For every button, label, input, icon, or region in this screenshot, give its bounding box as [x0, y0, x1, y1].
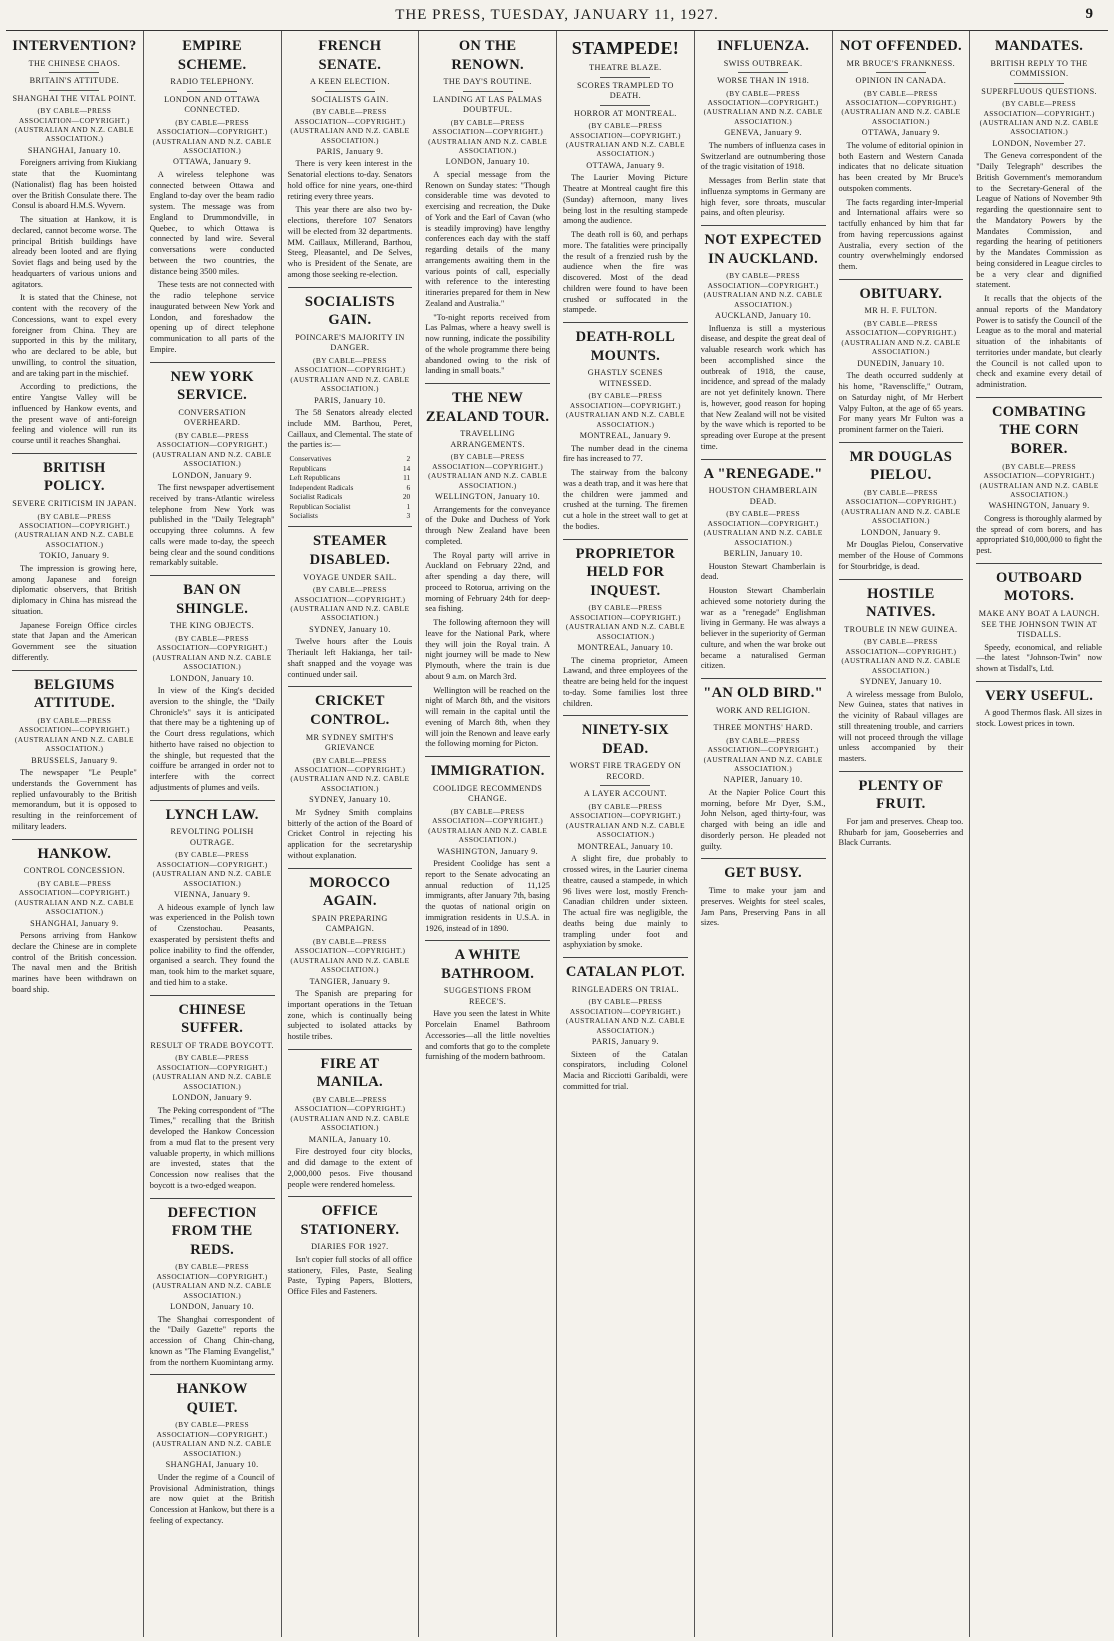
party-row — [288, 454, 413, 463]
article-paragraph: "To-night reports received from Las Palmas, where a heavy swell is now running, indicate the possibility of the whole programme there being abandoned owing to the risk of landing in small boats." — [425, 312, 550, 376]
party-row — [288, 492, 413, 501]
article-headline: OUTBOARD MOTORS. — [996, 569, 1083, 605]
article-paragraph: The first newspaper advertisement received by trans-Atlantic wireless telephone from New York was published in the "Daily Telegraph" occupying three columns. A few calls were made to-day, the speech being clear and the sound conditions remarkably suitable. — [149, 483, 275, 568]
cable-credit: (BY CABLE—PRESS ASSOCIATION—COPYRIGHT.) (AUSTRALIAN AND N.Z. CABLE ASSOCIATION.) — [841, 487, 961, 526]
rule-divider — [49, 72, 99, 73]
article-dateline: MONTREAL, January 10. — [577, 841, 674, 851]
article-headline: NEW YORK SERVICE. — [170, 368, 254, 404]
column — [695, 31, 833, 1637]
article-paragraph: Mr Sydney Smith complains bitterly of the action of the Board of Cricket Control in rejecting his application for the secretaryship without explanation. — [287, 807, 413, 860]
rule-divider — [49, 90, 99, 91]
article-dateline: PARIS, January 9. — [591, 1037, 659, 1047]
rule-divider — [600, 105, 650, 106]
article — [150, 995, 275, 1192]
party-seats: 6 — [406, 482, 411, 492]
article-headline: BELGIUMS ATTITUDE. — [33, 676, 115, 712]
article-headline: BAN ON SHINGLE. — [176, 582, 249, 617]
columns — [6, 31, 1108, 1637]
party-row — [288, 473, 413, 482]
article-paragraph: Have you seen the latest in White Porcelain Enamel Bathroom Accessories—all the little novelties and comforts that go to the complete furnishing of the modern bathroom. — [425, 1009, 550, 1062]
party-row — [288, 464, 413, 473]
article — [976, 681, 1102, 730]
article-headline: OBITUARY. — [859, 285, 943, 302]
article-headline: A "RENEGADE." — [703, 465, 823, 482]
article — [701, 37, 826, 219]
article-headline: IMMIGRATION. — [430, 763, 545, 780]
party-seats: 20 — [402, 492, 411, 502]
article-paragraph: Wellington will be reached on the night of March 8th, and the visitors will remain in the capital until the evening of March 8th, when they will join the Renown and leave early the following morning for Picton. — [425, 685, 550, 749]
article-subheading: RESULT OF TRADE BOYCOTT. — [150, 1040, 274, 1050]
article-subheading: TROUBLE IN NEW GUINEA. — [844, 624, 958, 634]
column — [970, 31, 1108, 1637]
article-dateline: SHANGHAI, January 10. — [165, 1460, 259, 1470]
article-paragraph: Speedy, economical, and reliable—the latest "Johnson-Twin" now shown at Tisdall's, Ltd. — [976, 642, 1102, 674]
article-dateline: MONTREAL, January 9. — [579, 431, 671, 441]
article-paragraph: Isn't copier full stocks of all office stationery, Files, Paste, Sealing Paste, Typing Papers, Blotters, Office Files and Fasteners. — [287, 1254, 413, 1297]
article-headline: HANKOW QUIET. — [176, 1381, 248, 1416]
article-subheading: THE KING OBJECTS. — [170, 621, 255, 631]
article-subheading: SPAIN PREPARING CAMPAIGN. — [312, 913, 388, 934]
article — [839, 279, 964, 436]
article-headline: "AN OLD BIRD." — [703, 685, 824, 702]
article — [701, 459, 826, 672]
cable-credit: (BY CABLE—PRESS ASSOCIATION—COPYRIGHT.) (AUSTRALIAN AND N.Z. CABLE ASSOCIATION.) — [152, 1053, 272, 1091]
rule-divider — [600, 785, 650, 786]
article-subheading: MAKE ANY BOAT A LAUNCH. SEE THE JOHNSON TWIN AT TISDALLS. — [978, 609, 1100, 640]
article — [839, 579, 964, 765]
article — [288, 1049, 413, 1190]
article-paragraph: This year there are also two by-elections, therefore 107 Senators will be elected from 32 departments. MM. Caillaux, Millerand, Barthou, Steeg, Pleasantel, and De Selves, who is President of the Senate, are among those seeking re-election. — [287, 205, 413, 279]
article-paragraph: The Laurier Moving Picture Theatre at Montreal caught fire this (Sunday) afternoon, many lives being lost in the resulting stampede among the audience. — [563, 173, 688, 226]
article-paragraph: The newspaper "Le Peuple" understands the Government has replied unfavourably to the British memorandum, but it is opposed to resulting in the reinforcement of military leaders. — [12, 768, 137, 831]
article-subheading: SHANGHAI THE VITAL POINT. — [12, 93, 137, 103]
article-dateline: VIENNA, January 9. — [173, 890, 251, 900]
article-dateline: AUCKLAND, January 10. — [715, 311, 812, 321]
article-dateline: SYDNEY, January 10. — [309, 624, 391, 634]
article-dateline: WASHINGTON, January 9. — [988, 501, 1090, 511]
article-paragraph: According to predictions, the entire Yangtse Valley will be influenced by Hankow events, and the present wave of anti-foreign feeling and violence will run its course until it reaches Shanghai. — [12, 382, 137, 446]
party-row — [288, 511, 413, 520]
article-subheading: OPINION IN CANADA. — [855, 76, 947, 86]
article-paragraph: Houston Stewart Chamberlain achieved some notoriety during the war as a "renegade" Englishman living in Germany. He was always a believer in the superiority of German culture, and when the war broke out became a naturalised German citizen. — [700, 586, 826, 671]
article — [288, 868, 413, 1043]
article-subheading: MR SYDNEY SMITH'S GRIEVANCE — [305, 732, 394, 753]
article-headline: HOSTILE NATIVES. — [866, 585, 936, 621]
party-seats: 14 — [402, 463, 411, 473]
rule-divider — [1014, 83, 1064, 84]
article — [839, 771, 964, 849]
article-headline: DEATH-ROLL MOUNTS. — [575, 329, 676, 364]
article-paragraph: A good Thermos flask. All sizes in stock. Lowest prices in town. — [976, 708, 1102, 729]
article-paragraph: For jam and preserves. Cheap too. Rhubarb for jam, Gooseberries and Black Currants. — [838, 816, 964, 848]
article-paragraph: There is very keen interest in the Senatorial elections to-day. Senators hold office for nine years, one-third retiring every three years. — [287, 159, 413, 201]
cable-credit: (BY CABLE—PRESS ASSOCIATION—COPYRIGHT.) (AUSTRALIAN AND N.Z. CABLE ASSOCIATION.) — [14, 511, 134, 549]
article-paragraph: Arrangements for the conveyance of the Duke and Duchess of York through New Zealand have been completed. — [425, 504, 550, 546]
article-subheading: SWISS OUTBREAK. — [723, 58, 803, 68]
article-paragraph: These tests are not connected with the radio telephone service inaugurated between New York and London, and foreshadow the opening up of direct telephone communication to all parts of the Empire. — [149, 280, 275, 354]
article — [150, 800, 275, 989]
article-headline: OFFICE STATIONERY. — [300, 1203, 400, 1238]
article-dateline: TANGIER, January 9. — [309, 976, 391, 986]
article-dateline: WASHINGTON, January 9. — [437, 846, 539, 856]
article-paragraph: The following afternoon they will leave for the National Park, where they will join the Royal train. A night journey will be made to New Plymouth, where the train is due about 9 a.m. on March 3rd. — [425, 618, 550, 681]
article-subheading: SUPERFLUOUS QUESTIONS. — [981, 86, 1097, 96]
article-paragraph: Persons arriving from Hankow declare the Chinese are in complete control of the British concession. The naval men and the British marines have been withdrawn on board ship. — [12, 931, 137, 994]
article — [563, 539, 688, 710]
article-headline: FIRE AT MANILA. — [316, 1055, 383, 1091]
article-paragraph: The stairway from the balcony was a death trap, and it was here that the children were jammed and crushed at the turning. The firemen cut a hole in the street wall to get at the bodies. — [563, 468, 688, 531]
article — [701, 225, 826, 452]
article-paragraph: The number dead in the cinema fire has increased to 77. — [563, 443, 688, 464]
rule-divider — [738, 72, 788, 73]
article — [12, 453, 137, 664]
article — [288, 37, 413, 281]
article-paragraph: Messages from Berlin state that influenza symptoms in Germany are high fever, sore throats, muscular pains, and often pleurisy. — [700, 176, 826, 218]
cable-credit: (BY CABLE—PRESS ASSOCIATION—COPYRIGHT.) (AUSTRALIAN AND N.Z. CABLE ASSOCIATION.) — [703, 88, 823, 126]
article-subheading: WORST FIRE TRAGEDY ON RECORD. — [569, 761, 682, 781]
article-subheading: THREE MONTHS' HARD. — [713, 723, 813, 733]
article-headline: CATALAN PLOT. — [565, 964, 685, 981]
article — [288, 526, 413, 680]
article-subheading: THEATRE BLAZE. — [589, 63, 662, 73]
party-name: Republican Socialist — [289, 501, 351, 511]
article-dateline: WELLINGTON, January 10. — [435, 492, 541, 502]
rule-divider — [187, 91, 237, 92]
party-name: Socialists — [289, 511, 318, 520]
article-subheading: LANDING AT LAS PALMAS DOUBTFUL. — [433, 94, 543, 115]
article-paragraph: The volume of editorial opinion in both Eastern and Western Canada indicates that no delicate situation has been created by Mr Bruce's outspoken comments. — [838, 140, 964, 193]
page-number: 9 — [1085, 6, 1094, 22]
article — [425, 383, 550, 750]
article-subheading: DIARIES FOR 1927. — [311, 1242, 389, 1252]
article-paragraph: At the Napier Police Court this morning, before Mr Dyer, S.M., John Nelson, aged thirty-four, was charged with being an idle and disorderly person. He pleaded not guilty. — [700, 787, 826, 851]
article-paragraph: Sixteen of the Catalan conspirators, including Colonel Macia and Ricciotti Garibaldi, were committed for trial. — [563, 1049, 688, 1091]
article-paragraph: The impression is growing here, among Japanese and foreign diplomatic observers, that British diplomacy in China has misread the situation. — [12, 563, 137, 616]
article-paragraph: The death occurred suddenly at his home, "Ravenscliffe," Outram, on Saturday night, of Mr Herbert Valpy Fulton, at the age of 65 years. For many years Mr Fulton was a prominent farmer on the Taieri. — [838, 371, 964, 435]
cable-credit: (BY CABLE—PRESS ASSOCIATION—COPYRIGHT.) (AUSTRALIAN AND N.Z. CABLE ASSOCIATION.) — [703, 271, 823, 309]
article-subheading: SOCIALISTS GAIN. — [311, 94, 389, 104]
article — [150, 1374, 275, 1526]
article — [288, 287, 413, 521]
article-headline: MANDATES. — [995, 38, 1084, 54]
cable-credit: (BY CABLE—PRESS ASSOCIATION—COPYRIGHT.) (AUSTRALIAN AND N.Z. CABLE ASSOCIATION.) — [565, 997, 685, 1035]
cable-credit: (BY CABLE—PRESS ASSOCIATION—COPYRIGHT.) (AUSTRALIAN AND N.Z. CABLE ASSOCIATION.) — [841, 88, 961, 126]
article-paragraph: Mr Douglas Pielou, Conservative member of the House of Commons for Stourbridge, is dead. — [838, 540, 964, 571]
article-dateline: OTTAWA, January 9. — [861, 128, 940, 138]
article-paragraph: Foreigners arriving from Kiukiang state that the Kuomintang (Nationalist) flag has been hoisted over the British Consulate there. The Consul is aboard H.M.S. Wyvern. — [12, 158, 137, 211]
article-dateline: BERLIN, January 10. — [723, 549, 803, 559]
article-headline: VERY USEFUL. — [985, 687, 1094, 704]
article-dateline: LONDON, January 10. — [445, 157, 530, 167]
party-seats: 3 — [406, 511, 411, 520]
cable-credit: (BY CABLE—PRESS ASSOCIATION—COPYRIGHT.) (AUSTRALIAN AND N.Z. CABLE ASSOCIATION.) — [428, 117, 548, 155]
column — [144, 31, 282, 1637]
article-headline: CRICKET CONTROL. — [310, 693, 390, 728]
article-subheading: COOLIDGE RECOMMENDS CHANGE. — [432, 783, 543, 804]
article-subheading: WORSE THAN IN 1918. — [717, 76, 810, 86]
article-dateline: OTTAWA, January 9. — [173, 157, 252, 167]
article — [12, 37, 137, 447]
party-name: Conservatives — [289, 454, 332, 464]
article — [976, 37, 1102, 391]
cable-credit: (BY CABLE—PRESS ASSOCIATION—COPYRIGHT.) (AUSTRALIAN AND N.Z. CABLE ASSOCIATION.) — [565, 121, 685, 159]
article — [976, 397, 1102, 557]
cable-credit: (BY CABLE—PRESS ASSOCIATION—COPYRIGHT.) (AUSTRALIAN AND N.Z. CABLE ASSOCIATION.) — [290, 755, 410, 793]
party-seats: 11 — [403, 473, 411, 483]
article — [425, 37, 550, 377]
article-dateline: PARIS, January 9. — [316, 146, 384, 156]
article-subheading: CONVERSATION OVERHEARD. — [178, 407, 246, 428]
cable-credit: (BY CABLE—PRESS ASSOCIATION—COPYRIGHT.) (AUSTRALIAN AND N.Z. CABLE ASSOCIATION.) — [565, 801, 685, 840]
article-subheading: MR BRUCE'S FRANKNESS. — [846, 58, 956, 68]
cable-credit: (BY CABLE—PRESS ASSOCIATION—COPYRIGHT.) (AUSTRALIAN AND N.Z. CABLE ASSOCIATION.) — [841, 318, 961, 357]
column — [419, 31, 557, 1637]
party-name: Left Republicans — [289, 473, 341, 483]
article-headline: INTERVENTION? — [12, 38, 137, 54]
article-headline: MR DOUGLAS PIELOU. — [849, 448, 953, 484]
article-paragraph: A wireless message from Bulolo, New Guinea, states that natives in the vicinity of Rabaul villages are still threatening trouble, and carriers will not proceed through the village unless accompanied by their masters. — [838, 689, 964, 764]
article-dateline: NAPIER, January 10. — [723, 775, 803, 785]
article-paragraph: Time to make your jam and preserves. Weights for steel scales, Jam Pans, Preserving Pans in all sizes. — [700, 886, 826, 928]
article-subheading: THE DAY'S ROUTINE. — [443, 77, 532, 87]
article-headline: STEAMER DISABLED. — [309, 533, 391, 569]
column — [282, 31, 420, 1637]
article-headline: SOCIALISTS GAIN. — [304, 293, 395, 329]
article — [150, 37, 275, 356]
article-headline: PLENTY OF FRUIT. — [858, 777, 944, 813]
article-paragraph: Influenza is still a mysterious disease, and despite the great deal of valuable research work which has been accomplished since the outbreak of 1918, the cause, incidence, and spread of the malady are not yet definitely known. There is, however, good reason for hoping that New Zealand will not be visited by the wave which is reported to be spreading over Europe at the present time. — [700, 323, 826, 451]
article-paragraph: The death roll is 60, and perhaps more. The fatalities were principally the result of a frenzied rush by the audience when the fire was discovered. Most of the dead children were found to have been crushed or suffocated in the stampede. — [563, 230, 688, 315]
article-subheading: SCORES TRAMPLED TO DEATH. — [576, 80, 674, 101]
cable-credit: (BY CABLE—PRESS ASSOCIATION—COPYRIGHT.) (AUSTRALIAN AND N.Z. CABLE ASSOCIATION.) — [152, 430, 272, 469]
party-seats: 1 — [406, 501, 411, 511]
article-paragraph: The Spanish are preparing for important operations in the Tetuan zone, which is continually being subjected to isolated attacks by hostile tribes. — [287, 989, 413, 1042]
cable-credit: (BY CABLE—PRESS ASSOCIATION—COPYRIGHT.) (AUSTRALIAN AND N.Z. CABLE ASSOCIATION.) — [290, 936, 410, 975]
article — [976, 563, 1102, 675]
article — [839, 37, 964, 273]
cable-credit: (BY CABLE—PRESS ASSOCIATION—COPYRIGHT.) (AUSTRALIAN AND N.Z. CABLE ASSOCIATION.) — [14, 715, 134, 754]
article-dateline: LONDON, January 9. — [172, 470, 252, 480]
cable-credit: (BY CABLE—PRESS ASSOCIATION—COPYRIGHT.) (AUSTRALIAN AND N.Z. CABLE ASSOCIATION.) — [703, 509, 823, 547]
cable-credit: (BY CABLE—PRESS ASSOCIATION—COPYRIGHT.) (AUSTRALIAN AND N.Z. CABLE ASSOCIATION.) — [703, 735, 823, 774]
article-dateline: LONDON, January 9. — [861, 527, 941, 537]
article-paragraph: Houston Stewart Chamberlain is dead. — [700, 561, 826, 582]
cable-credit: (BY CABLE—PRESS ASSOCIATION—COPYRIGHT.) (AUSTRALIAN AND N.Z. CABLE ASSOCIATION.) — [841, 637, 961, 675]
article-subheading: WORK AND RELIGION. — [715, 705, 811, 715]
article-subheading: HOUSTON CHAMBERLAIN DEAD. — [708, 486, 818, 506]
article-paragraph: Japanese Foreign Office circles state that Japan and the American Government see the situation differently. — [12, 620, 137, 662]
cable-credit: (BY CABLE—PRESS ASSOCIATION—COPYRIGHT.) (AUSTRALIAN AND N.Z. CABLE ASSOCIATION.) — [565, 391, 685, 429]
article-headline: EMPIRE SCHEME. — [177, 38, 247, 73]
article-subheading: GHASTLY SCENES WITNESSED. — [587, 368, 663, 388]
cable-credit: (BY CABLE—PRESS ASSOCIATION—COPYRIGHT.) (AUSTRALIAN AND N.Z. CABLE ASSOCIATION.) — [428, 806, 548, 845]
party-name: Independent Radicals — [289, 482, 354, 492]
article-paragraph: The Royal party will arrive in Auckland on February 22nd, and after spending a day there, will proceed to Rotorua, arriving on the morning of February 24th for deep-sea fishing. — [425, 550, 550, 614]
article-dateline: MANILA, January 10. — [308, 1134, 391, 1144]
masthead-title: THE PRESS, TUESDAY, JANUARY 11, 1927. — [395, 6, 719, 23]
article — [563, 715, 688, 951]
article — [12, 670, 137, 833]
article-headline: A WHITE BATHROOM. — [441, 947, 535, 982]
article — [288, 1196, 413, 1298]
cable-credit: (BY CABLE—PRESS ASSOCIATION—COPYRIGHT.) (AUSTRALIAN AND N.Z. CABLE ASSOCIATION.) — [14, 878, 134, 917]
article-paragraph: The Peking correspondent of "The Times," recalling that the British developed the Hankow Concession from a mud flat to the present very valuable property, in which millions are invested, states that the Concession now realises that the boycott is a two-edged weapon. — [149, 1105, 275, 1190]
article-headline: LYNCH LAW. — [165, 806, 259, 823]
cable-credit: (BY CABLE—PRESS ASSOCIATION—COPYRIGHT.) (AUSTRALIAN AND N.Z. CABLE ASSOCIATION.) — [290, 585, 410, 623]
article-paragraph: Twelve hours after the Louis Theriault left Hakianga, her tail-shaft snapped and the voyage was continued under sail. — [287, 637, 413, 679]
cable-credit: (BY CABLE—PRESS ASSOCIATION—COPYRIGHT.) (AUSTRALIAN AND N.Z. CABLE ASSOCIATION.) — [152, 117, 272, 155]
article-headline: DEFECTION FROM THE REDS. — [167, 1204, 257, 1258]
article-dateline: LONDON, January 10. — [170, 673, 255, 683]
article-paragraph: A slight fire, due probably to crossed wires, in the Laurier cinema theatre, caused a stampede, in which 96 lives were lost, mostly French-Canadian children under sixteen. The actual fire was negligible, the deaths being due mainly to trampling under foot and asphyxiation by smoke. — [563, 854, 688, 950]
article-subheading: LONDON AND OTTAWA CONNECTED. — [164, 94, 261, 115]
article-headline: INFLUENZA. — [717, 38, 810, 54]
article — [150, 362, 275, 569]
article-dateline: BRUSSELS, January 9. — [31, 755, 118, 765]
article-subheading: RADIO TELEPHONY. — [170, 77, 254, 87]
article-headline: MOROCCO AGAIN. — [309, 874, 391, 910]
article-dateline: TOKIO, January 9. — [39, 551, 110, 561]
article-paragraph: A hideous example of lynch law was experienced in the Polish town of Czenstochau. Peasants, exasperated by persistent thefts and police inability to find the offender, organised a search. They found the man, took him to the market square, and tied him to a stake. — [149, 902, 275, 987]
article — [425, 940, 550, 1063]
article-subheading: REVOLTING POLISH OUTRAGE. — [170, 827, 254, 847]
article-headline: CHINESE SUFFER. — [178, 1001, 246, 1037]
article-headline: HANKOW. — [37, 845, 112, 862]
article-dateline: PARIS, January 10. — [314, 395, 386, 405]
article-paragraph: The cinema proprietor, Ameen Lawand, and three employees of the theatre are being held for the inquest to-day. Some families lost three children. — [563, 655, 688, 708]
article-paragraph: The situation at Hankow, it is declared, cannot become worse. The principal British buildings have already been looted and are flying Soviet flags and being used by the headquarters of various unions and agitators. — [12, 215, 137, 289]
article-dateline: OTTAWA, January 9. — [586, 160, 665, 170]
rule-divider — [738, 719, 788, 720]
cable-credit: (BY CABLE—PRESS ASSOCIATION—COPYRIGHT.) (AUSTRALIAN AND N.Z. CABLE ASSOCIATION.) — [290, 1094, 410, 1133]
article-paragraph: The Geneva correspondent of the "Daily Telegraph" describes the British Government's memorandum to the Secretary-General of the League of Nations of November 9th regarding the questionnaire sent to the Mandatory Powers by the Mandates Commission, and regarding the hearing of petitioners by the Mandates Commission as being considered in League circles to be a very clear and dignified statement. — [976, 151, 1102, 290]
article-headline: THE NEW ZEALAND TOUR. — [425, 390, 550, 425]
party-row — [288, 502, 413, 511]
article-headline: NOT OFFENDED. — [839, 38, 962, 54]
article-paragraph: Under the regime of a Council of Provisional Administration, things are now quiet at the British Concession at Hankow, but there is a feeling of expectancy. — [149, 1472, 275, 1525]
article-headline: FRENCH SENATE. — [318, 38, 382, 73]
article-paragraph: The facts regarding inter-Imperial and International affairs were so tactfully enhanced by him that far from having repercussions against Australia, every section of the country overwhelmingly endorsed them. — [838, 197, 964, 272]
cable-credit: (BY CABLE—PRESS ASSOCIATION—COPYRIGHT.) (AUSTRALIAN AND N.Z. CABLE ASSOCIATION.) — [14, 106, 134, 144]
rule-divider — [876, 72, 926, 73]
party-name: Socialist Radicals — [289, 492, 343, 502]
article-headline: PROPRIETOR HELD FOR INQUEST. — [575, 545, 676, 599]
article — [563, 37, 688, 316]
article-headline: ON THE RENOWN. — [451, 38, 524, 73]
cable-credit: (BY CABLE—PRESS ASSOCIATION—COPYRIGHT.) (AUSTRALIAN AND N.Z. CABLE ASSOCIATION.) — [290, 107, 410, 145]
article-dateline: LONDON, January 9. — [172, 1093, 252, 1103]
article-paragraph: The Shanghai correspondent of the "Daily Gazette" reports the accession of Chang Chin-chang, known as "The Flaming Evangelist," from the northern Kuomintang army. — [149, 1314, 275, 1367]
cable-credit: (BY CABLE—PRESS ASSOCIATION—COPYRIGHT.) (AUSTRALIAN AND N.Z. CABLE ASSOCIATION.) — [290, 355, 410, 394]
article — [425, 756, 550, 934]
article-subheading: THE CHINESE CHAOS. — [28, 58, 121, 68]
article — [563, 957, 688, 1092]
article-headline: NINETY-SIX DEAD. — [581, 722, 669, 757]
cable-credit: (BY CABLE—PRESS ASSOCIATION—COPYRIGHT.) (AUSTRALIAN AND N.Z. CABLE ASSOCIATION.) — [152, 850, 272, 888]
article-subheading: BRITAIN'S ATTITUDE. — [29, 76, 120, 86]
cable-credit: (BY CABLE—PRESS ASSOCIATION—COPYRIGHT.) (AUSTRALIAN AND N.Z. CABLE ASSOCIATION.) — [152, 633, 272, 672]
article-subheading: CONTROL CONCESSION. — [23, 866, 126, 876]
article-subheading: TRAVELLING ARRANGEMENTS. — [450, 429, 525, 449]
article-subheading: POINCARE'S MAJORITY IN DANGER. — [295, 332, 405, 353]
article-dateline: SYDNEY, January 10. — [860, 677, 942, 687]
article-paragraph: The numbers of influenza cases in Switzerland are outnumbering those of the tragic visitation of 1918. — [700, 140, 826, 172]
article-headline: COMBATING THE CORN BORER. — [991, 403, 1087, 458]
article-dateline: SHANGHAI, January 9. — [30, 918, 119, 928]
cable-credit: (BY CABLE—PRESS ASSOCIATION—COPYRIGHT.) (AUSTRALIAN AND N.Z. CABLE ASSOCIATION.) — [428, 452, 548, 490]
article-paragraph: The 58 Senators already elected include MM. Barthou, Peret, Caillaux, and Clemental. The state of the parties is:— — [287, 408, 413, 450]
article-subheading: SUGGESTIONS FROM REECE'S. — [443, 986, 532, 1006]
article-paragraph: President Coolidge has sent a report to the Senate advocating an annual reduction of 11,125 immigrants, after January 7th, basing the quotas of national origin on immigration residents in U.S.A. in 1926, instead of in 1890. — [425, 859, 550, 933]
article-dateline: SYDNEY, January 10. — [309, 795, 391, 805]
article — [150, 1198, 275, 1369]
article-subheading: A LAYER ACCOUNT. — [583, 789, 667, 799]
article-headline: STAMPEDE! — [571, 38, 680, 58]
article-subheading: VOYAGE UNDER SAIL. — [303, 572, 397, 582]
article-subheading: SEVERE CRITICISM IN JAPAN. — [12, 499, 137, 509]
article-paragraph: It recalls that the objects of the annual reports of the Mandatory Power is to satisfy the Council of the League as to the moral and material situation of the inhabitants of territories under mandate, but clearly the Council is not called upon to check and examine every detail of administration. — [976, 294, 1102, 390]
party-table — [288, 454, 413, 520]
article — [701, 678, 826, 852]
article — [701, 858, 826, 929]
article-subheading: HORROR AT MONTREAL. — [574, 108, 677, 118]
article-paragraph: A special message from the Renown on Sunday states: "Though considerable time was devoted to exercising and recreation, the Duke of York and the Earl of Cavan (who is steadily improving) have lengthy conferences each day with the staff regarding details of the many arrangements awaiting them in the various points of call, especially with reference to the interesting itineraries prepared for them in New Zealand and Australia." — [425, 169, 550, 308]
rule-divider — [325, 91, 375, 92]
cable-credit: (BY CABLE—PRESS ASSOCIATION—COPYRIGHT.) (AUSTRALIAN AND N.Z. CABLE ASSOCIATION.) — [565, 603, 685, 641]
article-paragraph: Congress is thoroughly alarmed by the spread of corn borers, and has appropriated $10,000,000 to fight the pest. — [976, 513, 1102, 556]
party-row — [288, 483, 413, 492]
cable-credit: (BY CABLE—PRESS ASSOCIATION—COPYRIGHT.) (AUSTRALIAN AND N.Z. CABLE ASSOCIATION.) — [979, 461, 1099, 499]
article — [288, 686, 413, 861]
rule-divider — [463, 91, 513, 92]
article — [150, 575, 275, 793]
column — [557, 31, 695, 1637]
article-headline: GET BUSY. — [724, 865, 802, 882]
article-headline: BRITISH POLICY. — [43, 459, 106, 495]
article-paragraph: Fire destroyed four city blocks, and did damage to the extent of 2,000,000 pesos. Five thousand people were rendered homeless. — [287, 1147, 413, 1189]
article-dateline: SHANGHAI, January 10. — [27, 145, 121, 155]
article-dateline: MONTREAL, January 10. — [577, 643, 674, 653]
article — [12, 839, 137, 996]
article-subheading: A KEEN ELECTION. — [309, 77, 390, 87]
article-dateline: GENEVA, January 9. — [724, 128, 802, 138]
cable-credit: (BY CABLE—PRESS ASSOCIATION—COPYRIGHT.) (AUSTRALIAN AND N.Z. CABLE ASSOCIATION.) — [979, 99, 1099, 137]
cable-credit: (BY CABLE—PRESS ASSOCIATION—COPYRIGHT.) (AUSTRALIAN AND N.Z. CABLE ASSOCIATION.) — [152, 1420, 272, 1458]
article-paragraph: A wireless telephone was connected between Ottawa and England to-day over the beam radio system. The message was from England to Drummondville, in Quebec, to which Ottawa is connected by land wire. Several conversations were conducted between the two countries, the distance being 3500 miles. — [149, 169, 275, 276]
rule-divider — [600, 77, 650, 78]
article — [563, 322, 688, 532]
article-headline: NOT EXPECTED IN AUCKLAND. — [704, 232, 822, 267]
column — [6, 31, 144, 1637]
masthead — [6, 0, 1108, 31]
article-subheading: BRITISH REPLY TO THE COMMISSION. — [990, 58, 1088, 79]
cable-credit: (BY CABLE—PRESS ASSOCIATION—COPYRIGHT.) (AUSTRALIAN AND N.Z. CABLE ASSOCIATION.) — [152, 1262, 272, 1300]
article — [839, 442, 964, 573]
party-seats: 2 — [406, 454, 411, 464]
article-paragraph: In view of the King's decided aversion to the shingle, the "Daily Chronicle's" says it is anticipated that there may be a tightening up of the Court dress regulations, which hitherto have raised no objection to the shingle, but requested that the coiffure be arranged in order not to interfere with the correct adjustments of plumes and veils. — [149, 686, 275, 792]
article-dateline: LONDON, November 27. — [992, 138, 1086, 148]
article-paragraph: It is stated that the Chinese, not content with the recovery of the Concessions, want to expel every foreigner from China. They are supported in this by the military, who are declared to be able, but unwilling, to control the situation, and are taking part in the mischief. — [12, 293, 137, 378]
article-subheading: MR H. F. FULTON. — [864, 306, 938, 316]
column — [833, 31, 971, 1637]
article-subheading: RINGLEADERS ON TRIAL. — [571, 984, 679, 994]
article-dateline: DUNEDIN, January 10. — [857, 358, 945, 368]
party-name: Republicans — [289, 463, 327, 473]
article-dateline: LONDON, January 10. — [170, 1302, 255, 1312]
